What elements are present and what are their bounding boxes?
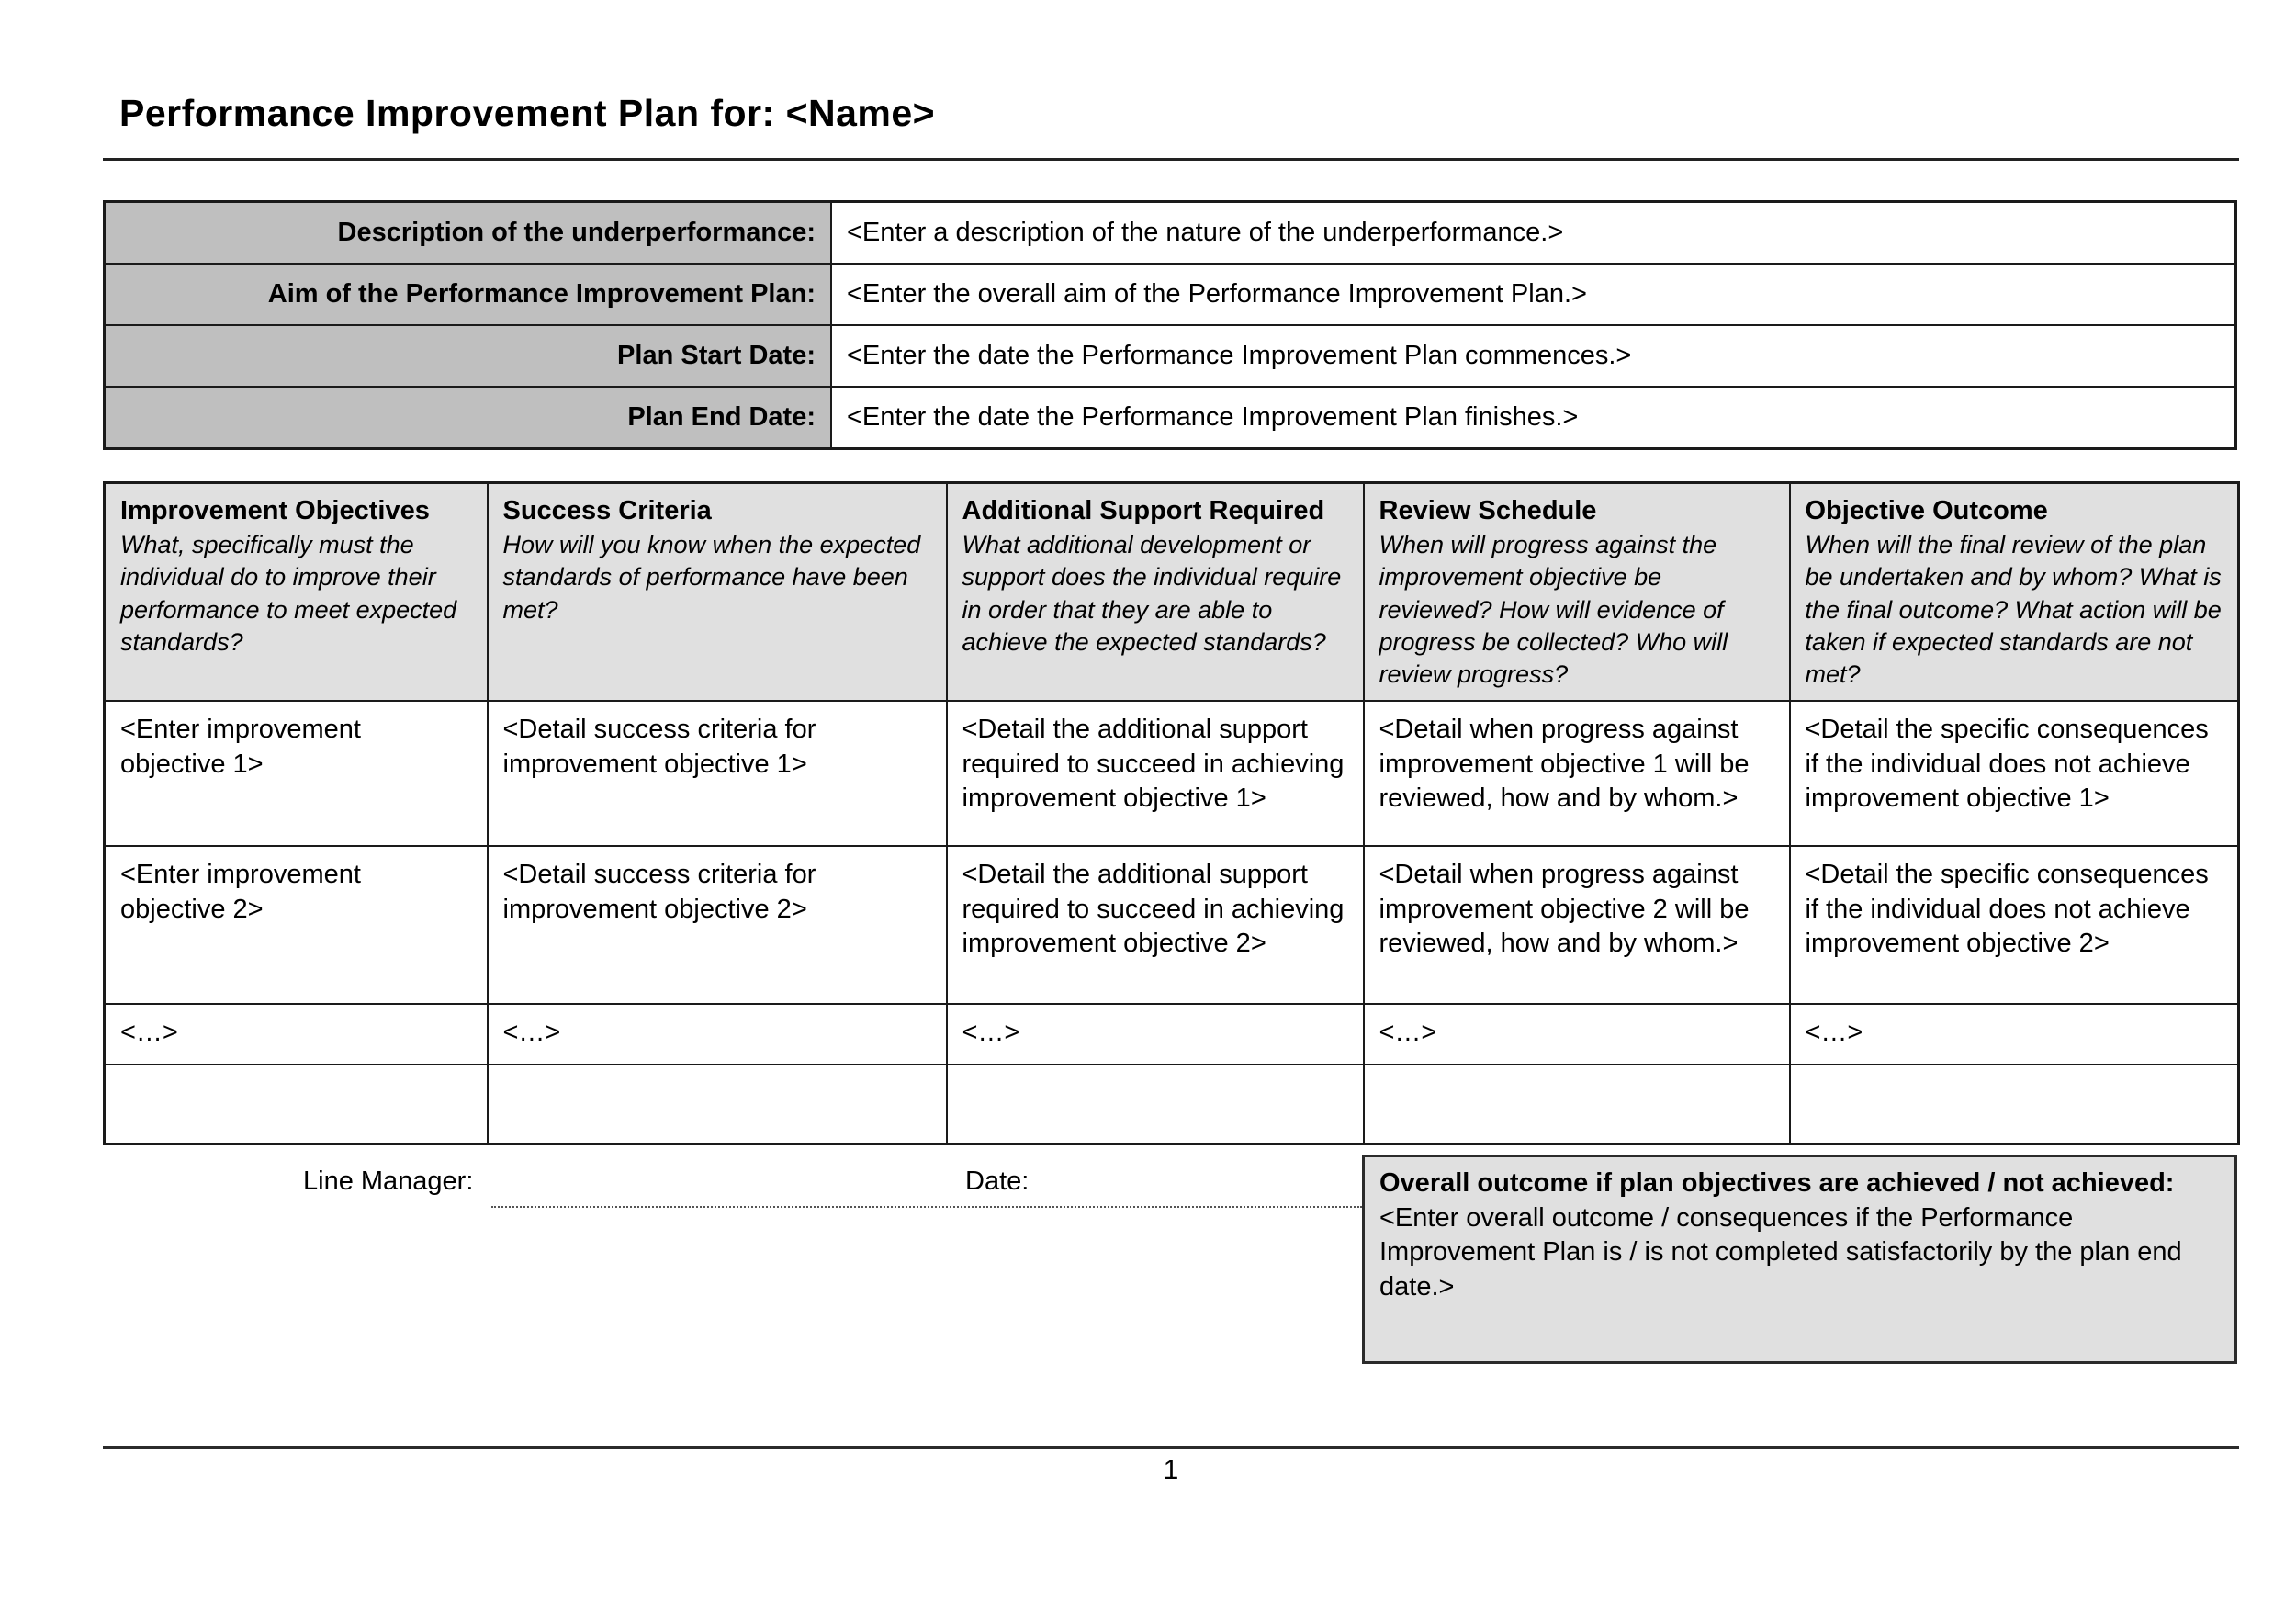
review-schedule-2-cell[interactable]: <Detail when progress against improvement objective 2 will be reviewed, how and by whom.> bbox=[1364, 846, 1790, 1004]
title-divider bbox=[103, 158, 2239, 161]
summary-value-aim-field[interactable]: <Enter the overall aim of the Performance Improvement Plan.> bbox=[831, 264, 2236, 325]
summary-value-end-date-field[interactable]: <Enter the date the Performance Improvement Plan finishes.> bbox=[831, 387, 2236, 449]
ellipsis-cell[interactable]: <…> bbox=[1364, 1004, 1790, 1065]
outcome-placeholder-field[interactable]: <Enter overall outcome / consequences if the Performance Improvement Plan is / is not completed satisfactorily by the plan end date.> bbox=[1379, 1202, 2182, 1302]
table-row bbox=[105, 1065, 2239, 1144]
footer-divider bbox=[103, 1446, 2239, 1449]
ellipsis-cell[interactable]: <…> bbox=[105, 1004, 488, 1065]
column-description: When will the final review of the plan be undertaken and by whom? What is the final outcome? What action will be taken if expected standards are not met? bbox=[1805, 531, 2222, 688]
overall-outcome-box bbox=[1362, 1155, 2237, 1364]
summary-value-start-date-field[interactable]: <Enter the date the Performance Improvement Plan commences.> bbox=[831, 325, 2236, 387]
summary-value-description-field[interactable]: <Enter a description of the nature of the underperformance.> bbox=[831, 202, 2236, 265]
ellipsis-cell[interactable]: <…> bbox=[1790, 1004, 2239, 1065]
summary-label-aim: Aim of the Performance Improvement Plan: bbox=[105, 264, 832, 325]
summary-label-description: Description of the underperformance: bbox=[105, 202, 832, 265]
summary-label-start-date: Plan Start Date: bbox=[105, 325, 832, 387]
table-row bbox=[105, 846, 2239, 1004]
table-header-row bbox=[105, 483, 2239, 701]
page-number: 1 bbox=[1163, 1455, 1179, 1485]
additional-support-1-cell[interactable]: <Detail the additional support required to succeed in achieving improvement objective 1> bbox=[947, 701, 1364, 846]
column-header-objective-outcome bbox=[1790, 483, 2239, 701]
column-title: Success Criteria bbox=[502, 496, 712, 525]
column-header-improvement-objectives bbox=[105, 483, 488, 701]
column-description: When will progress against the improvement objective be reviewed? How will evidence of progress be collected? Who will review progress? bbox=[1379, 531, 1728, 688]
table-row bbox=[105, 387, 2236, 449]
column-description: What additional development or support does the individual require in order that they are able to achieve the expected standards? bbox=[962, 531, 1342, 656]
page-title: Performance Improvement Plan for: <Name> bbox=[119, 92, 936, 134]
table-row bbox=[105, 1004, 2239, 1065]
signature-line[interactable] bbox=[491, 1206, 1362, 1208]
table-row bbox=[105, 264, 2236, 325]
column-header-additional-support bbox=[947, 483, 1364, 701]
objective-outcome-1-cell[interactable]: <Detail the specific consequences if the individual does not achieve improvement objective 1> bbox=[1790, 701, 2239, 846]
review-schedule-1-cell[interactable]: <Detail when progress against improvement objective 1 will be reviewed, how and by whom.> bbox=[1364, 701, 1790, 846]
column-header-success-criteria bbox=[488, 483, 947, 701]
ellipsis-cell[interactable]: <…> bbox=[947, 1004, 1364, 1065]
plan-summary-table bbox=[103, 200, 2237, 450]
objective-outcome-2-cell[interactable]: <Detail the specific consequences if the individual does not achieve improvement objective 2> bbox=[1790, 846, 2239, 1004]
objective-2-cell[interactable]: <Enter improvement objective 2> bbox=[105, 846, 488, 1004]
objective-1-cell[interactable]: <Enter improvement objective 1> bbox=[105, 701, 488, 846]
empty-cell[interactable] bbox=[488, 1065, 947, 1144]
column-title: Review Schedule bbox=[1379, 496, 1597, 525]
success-criteria-2-cell[interactable]: <Detail success criteria for improvement objective 2> bbox=[488, 846, 947, 1004]
empty-cell[interactable] bbox=[947, 1065, 1364, 1144]
additional-support-2-cell[interactable]: <Detail the additional support required to succeed in achieving improvement objective 2> bbox=[947, 846, 1364, 1004]
success-criteria-1-cell[interactable]: <Detail success criteria for improvement objective 1> bbox=[488, 701, 947, 846]
table-row bbox=[105, 325, 2236, 387]
line-manager-label: Line Manager: bbox=[303, 1167, 474, 1196]
table-row bbox=[105, 202, 2236, 265]
empty-cell[interactable] bbox=[1364, 1065, 1790, 1144]
column-title: Objective Outcome bbox=[1805, 496, 2048, 525]
column-description: What, specifically must the individual do to improve their performance to meet expected standards? bbox=[120, 531, 457, 656]
empty-cell[interactable] bbox=[1790, 1065, 2239, 1144]
column-header-review-schedule bbox=[1364, 483, 1790, 701]
column-description: How will you know when the expected standards of performance have been met? bbox=[502, 531, 921, 624]
outcome-heading: Overall outcome if plan objectives are achieved / not achieved: bbox=[1379, 1168, 2175, 1198]
ellipsis-cell[interactable]: <…> bbox=[488, 1004, 947, 1065]
date-label: Date: bbox=[965, 1167, 1030, 1196]
table-row bbox=[105, 701, 2239, 846]
objectives-table bbox=[103, 481, 2240, 1145]
summary-label-end-date: Plan End Date: bbox=[105, 387, 832, 449]
column-title: Additional Support Required bbox=[962, 496, 1325, 525]
column-title: Improvement Objectives bbox=[120, 496, 430, 525]
empty-cell[interactable] bbox=[105, 1065, 488, 1144]
